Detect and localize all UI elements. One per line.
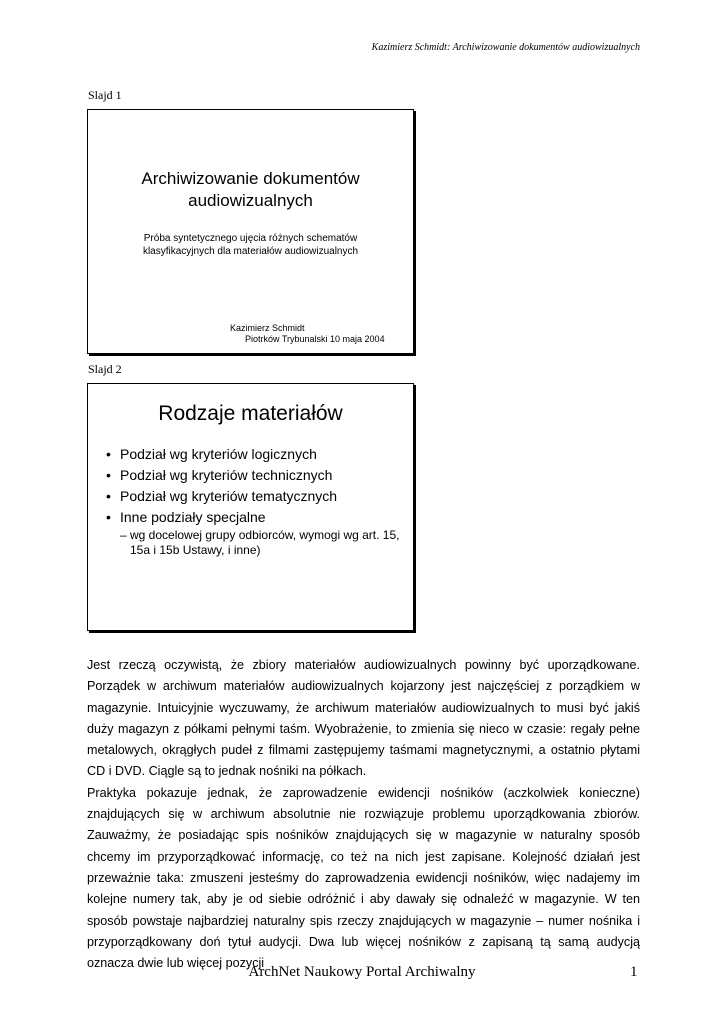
page-number: 1 xyxy=(630,964,638,980)
sub-bullet-dash: – xyxy=(120,528,127,542)
slide2-sub-bullet xyxy=(120,528,405,558)
body-paragraph: Jest rzeczą oczywistą, że zbiory materiałów audiowizualnych powinny być uporządkowane. Porządek w archiwum materiałów audiowizualnych kojarzony jest najczęściej z porządkiem w magazynie. Intuicyjnie wyczuwamy, że archiwum materiałów audiowizualnych to musi być jakiś duży magazyn z półkami pełnymi taśm. Wyobrażenie, to zmienia się nieco w czasie: regały pełne metalowych, okrągłych pudeł z filmami zastępujemy taśmami magnetycznymi, a ostatnio płytami CD i DVD. Ciągle są to jednak nośniki na półkach. xyxy=(87,658,640,779)
slide1-subtitle: Próba syntetycznego ujęcia różnych schematów klasyfikacyjnych dla materiałów audiowizualnych xyxy=(142,233,359,257)
slide1-author: Kazimierz Schmidt xyxy=(230,323,305,333)
slide1-place-date: Piotrków Trybunalski 10 maja 2004 xyxy=(245,334,385,344)
page-header: Kazimierz Schmidt: Archiwizowanie dokumentów audiowizualnych xyxy=(371,42,640,53)
body-text xyxy=(87,655,640,974)
sub-bullet-text: wg docelowej grupy odbiorców, wymogi wg art. 15, 15a i 15b Ustawy, i inne) xyxy=(130,528,400,557)
footer-title: ArchNet Naukowy Portal Archiwalny xyxy=(248,964,476,980)
bullet-item: • Podział wg kryteriów tematycznych xyxy=(106,486,337,507)
bullet-item: • Podział wg kryteriów logicznych xyxy=(106,444,337,465)
bullet-item: • Inne podziały specjalne xyxy=(106,507,337,528)
slide1-label: Slajd 1 xyxy=(88,88,122,102)
slide2-bullet-list xyxy=(106,444,337,528)
slide2-title: Rodzaje materiałów xyxy=(158,402,343,425)
slide1-frame xyxy=(87,109,414,354)
slide2-label: Slajd 2 xyxy=(88,362,122,376)
slide2-frame xyxy=(87,383,414,631)
body-paragraph: Praktyka pokazuje jednak, że zaprowadzenie ewidencji nośników (aczkolwiek konieczne) znajdujących się w archiwum absolutnie nie rozwiązuje problemu uporządkowania zbiorów. Zauważmy, że posiadając spis nośników znajdujących się w magazynie w naturalny sposób chcemy im przyporządkować informację, co też na nich jest zapisane. Kolejność działań jest przeważnie taka: zmuszeni jesteśmy do zaprowadzenia ewidencji nośników, więc nadajemy im kolejne numery tak, aby je od siebie odróżnić i aby dawały się odnaleźć w magazynie. W ten sposób powstaje najbardziej naturalny spis rzeczy znajdujących w magazynie – numer nośnika i przyporządkowany doń tytuł audycji. Dwa lub więcej nośników z zapisaną tą samą audycją oznacza dwie lub więcej pozycji xyxy=(87,785,640,971)
slide1-title: Archiwizowanie dokumentów audiowizualnych xyxy=(141,169,360,210)
bullet-item: • Podział wg kryteriów technicznych xyxy=(106,465,337,486)
